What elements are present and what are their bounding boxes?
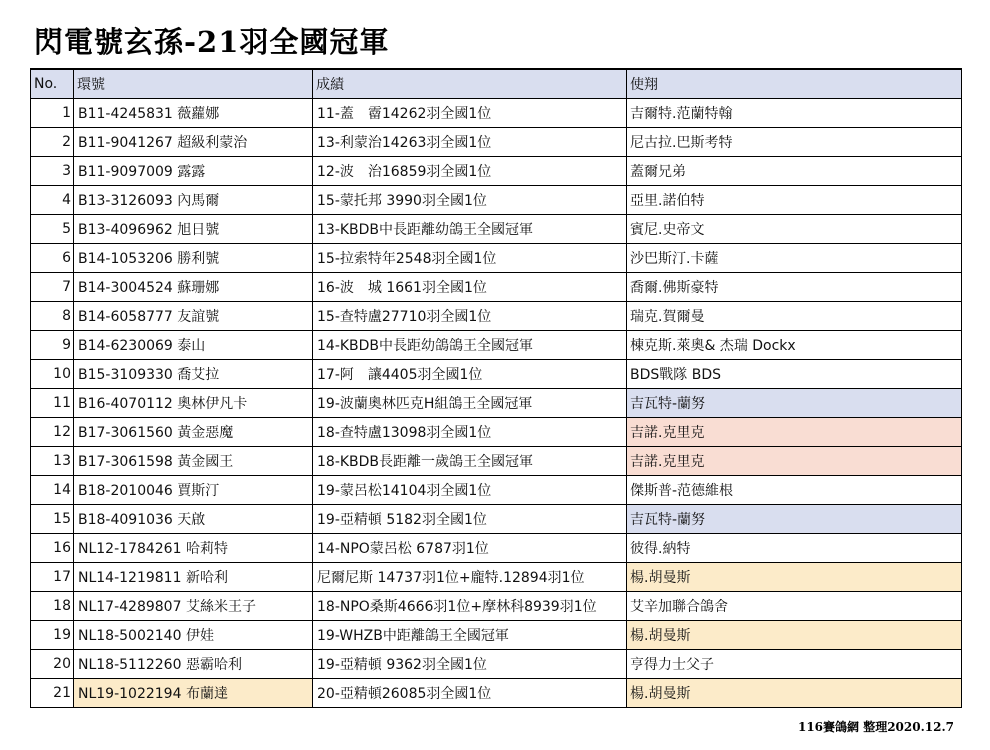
- cell-no: 11: [31, 389, 74, 418]
- cell-ring: B14-3004524 蘇珊娜: [74, 273, 313, 302]
- cell-no: 19: [31, 621, 74, 650]
- champion-table: [30, 68, 962, 708]
- cell-no: 14: [31, 476, 74, 505]
- cell-result: 15-拉索特年2548羽全國1位: [313, 244, 627, 273]
- table-row: [31, 476, 962, 505]
- table-row: [31, 99, 962, 128]
- cell-ring: NL14-1219811 新哈利: [74, 563, 313, 592]
- cell-result: 尼爾尼斯 14737羽1位+龐特.12894羽1位: [313, 563, 627, 592]
- cell-result: 13-利蒙治14263羽全國1位: [313, 128, 627, 157]
- cell-ring: B11-9097009 露露: [74, 157, 313, 186]
- cell-result: 20-亞精頓26085羽全國1位: [313, 679, 627, 708]
- cell-no: 9: [31, 331, 74, 360]
- table-row: [31, 157, 962, 186]
- table-row: [31, 389, 962, 418]
- cell-fancier: 吉諾.克里克: [627, 447, 962, 476]
- cell-result: 19-波蘭奧林匹克H組鴿王全國冠軍: [313, 389, 627, 418]
- cell-no: 7: [31, 273, 74, 302]
- cell-result: 18-NPO桑斯4666羽1位+摩林科8939羽1位: [313, 592, 627, 621]
- cell-ring: B13-3126093 內馬爾: [74, 186, 313, 215]
- cell-result: 19-亞精頓 5182羽全國1位: [313, 505, 627, 534]
- cell-result: 16-波 城 1661羽全國1位: [313, 273, 627, 302]
- cell-result: 12-波 治16859羽全國1位: [313, 157, 627, 186]
- cell-no: 20: [31, 650, 74, 679]
- table-row: [31, 505, 962, 534]
- table-row: [31, 679, 962, 708]
- cell-no: 4: [31, 186, 74, 215]
- cell-ring: B17-3061598 黃金國王: [74, 447, 313, 476]
- page-title: 閃電號玄孫-21羽全國冠軍: [34, 25, 390, 59]
- table-row: [31, 621, 962, 650]
- cell-fancier: 賓尼.史帝文: [627, 215, 962, 244]
- cell-no: 10: [31, 360, 74, 389]
- cell-ring: NL18-5112260 惡霸哈利: [74, 650, 313, 679]
- header-no: No.: [31, 69, 74, 99]
- cell-no: 18: [31, 592, 74, 621]
- cell-result: 15-蒙托邦 3990羽全國1位: [313, 186, 627, 215]
- cell-result: 19-亞精頓 9362羽全國1位: [313, 650, 627, 679]
- table-row: [31, 244, 962, 273]
- cell-no: 6: [31, 244, 74, 273]
- cell-fancier: 彼得.納特: [627, 534, 962, 563]
- cell-no: 1: [31, 99, 74, 128]
- cell-ring: B13-4096962 旭日號: [74, 215, 313, 244]
- cell-result: 15-查特盧27710羽全國1位: [313, 302, 627, 331]
- cell-ring: B14-6058777 友誼號: [74, 302, 313, 331]
- cell-no: 3: [31, 157, 74, 186]
- cell-no: 5: [31, 215, 74, 244]
- cell-result: 13-KBDB中長距離幼鴿王全國冠軍: [313, 215, 627, 244]
- cell-ring: NL12-1784261 哈莉特: [74, 534, 313, 563]
- cell-ring: NL18-5002140 伊娃: [74, 621, 313, 650]
- cell-result: 11-蓋 霤14262羽全國1位: [313, 99, 627, 128]
- cell-fancier: 吉爾特.范蘭特翰: [627, 99, 962, 128]
- cell-ring: NL19-1022194 布蘭達: [74, 679, 313, 708]
- cell-ring: B11-9041267 超級利蒙治: [74, 128, 313, 157]
- table-row: [31, 418, 962, 447]
- table-row: [31, 186, 962, 215]
- cell-fancier: 亞里.諾伯特: [627, 186, 962, 215]
- cell-fancier: BDS戰隊 BDS: [627, 360, 962, 389]
- cell-no: 15: [31, 505, 74, 534]
- cell-fancier: 沙巴斯汀.卡薩: [627, 244, 962, 273]
- cell-result: 14-KBDB中長距幼鴿鴿王全國冠軍: [313, 331, 627, 360]
- cell-fancier: 楊.胡曼斯: [627, 679, 962, 708]
- table-row: [31, 447, 962, 476]
- cell-result: 19-蒙呂松14104羽全國1位: [313, 476, 627, 505]
- table-body: [31, 99, 962, 708]
- cell-no: 13: [31, 447, 74, 476]
- cell-result: 19-WHZB中距離鴿王全國冠軍: [313, 621, 627, 650]
- cell-ring: NL17-4289807 艾絲米王子: [74, 592, 313, 621]
- cell-fancier: 瑞克.賀爾曼: [627, 302, 962, 331]
- cell-no: 17: [31, 563, 74, 592]
- cell-fancier: 喬爾.佛斯豪特: [627, 273, 962, 302]
- table-row: [31, 302, 962, 331]
- cell-fancier: 吉諾.克里克: [627, 418, 962, 447]
- cell-ring: B18-4091036 天啟: [74, 505, 313, 534]
- cell-ring: B14-6230069 泰山: [74, 331, 313, 360]
- cell-ring: B11-4245831 薇蘿娜: [74, 99, 313, 128]
- table-row: [31, 650, 962, 679]
- header-fancier: 使翔: [627, 69, 962, 99]
- cell-fancier: 蓋爾兄弟: [627, 157, 962, 186]
- cell-fancier: 艾辛加聯合鴿舍: [627, 592, 962, 621]
- table-row: [31, 592, 962, 621]
- table-row: [31, 128, 962, 157]
- table-row: [31, 273, 962, 302]
- cell-fancier: 棟克斯.萊奧& 杰瑞 Dockx: [627, 331, 962, 360]
- header-ring: 環號: [74, 69, 313, 99]
- cell-result: 18-KBDB長距離一歲鴿王全國冠軍: [313, 447, 627, 476]
- cell-result: 17-阿 讓4405羽全國1位: [313, 360, 627, 389]
- cell-ring: B17-3061560 黃金惡魔: [74, 418, 313, 447]
- cell-fancier: 楊.胡曼斯: [627, 621, 962, 650]
- cell-ring: B15-3109330 喬艾拉: [74, 360, 313, 389]
- cell-fancier: 吉瓦特-蘭努: [627, 505, 962, 534]
- cell-fancier: 吉瓦特-蘭努: [627, 389, 962, 418]
- cell-fancier: 傑斯普-范德維根: [627, 476, 962, 505]
- cell-no: 12: [31, 418, 74, 447]
- cell-result: 18-查特盧13098羽全國1位: [313, 418, 627, 447]
- cell-ring: B14-1053206 勝利號: [74, 244, 313, 273]
- table-header-row: [31, 69, 962, 99]
- cell-fancier: 尼古拉.巴斯考特: [627, 128, 962, 157]
- table-row: [31, 563, 962, 592]
- table-row: [31, 534, 962, 563]
- cell-fancier: 亨得力士父子: [627, 650, 962, 679]
- table-row: [31, 360, 962, 389]
- cell-result: 14-NPO蒙呂松 6787羽1位: [313, 534, 627, 563]
- footer-credit: 116賽鴿網 整理2020.12.7: [797, 720, 954, 734]
- cell-ring: B16-4070112 奧林伊凡卡: [74, 389, 313, 418]
- cell-no: 16: [31, 534, 74, 563]
- cell-no: 8: [31, 302, 74, 331]
- cell-no: 21: [31, 679, 74, 708]
- cell-ring: B18-2010046 賈斯汀: [74, 476, 313, 505]
- table-row: [31, 215, 962, 244]
- header-result: 成績: [313, 69, 627, 99]
- cell-fancier: 楊.胡曼斯: [627, 563, 962, 592]
- table-row: [31, 331, 962, 360]
- cell-no: 2: [31, 128, 74, 157]
